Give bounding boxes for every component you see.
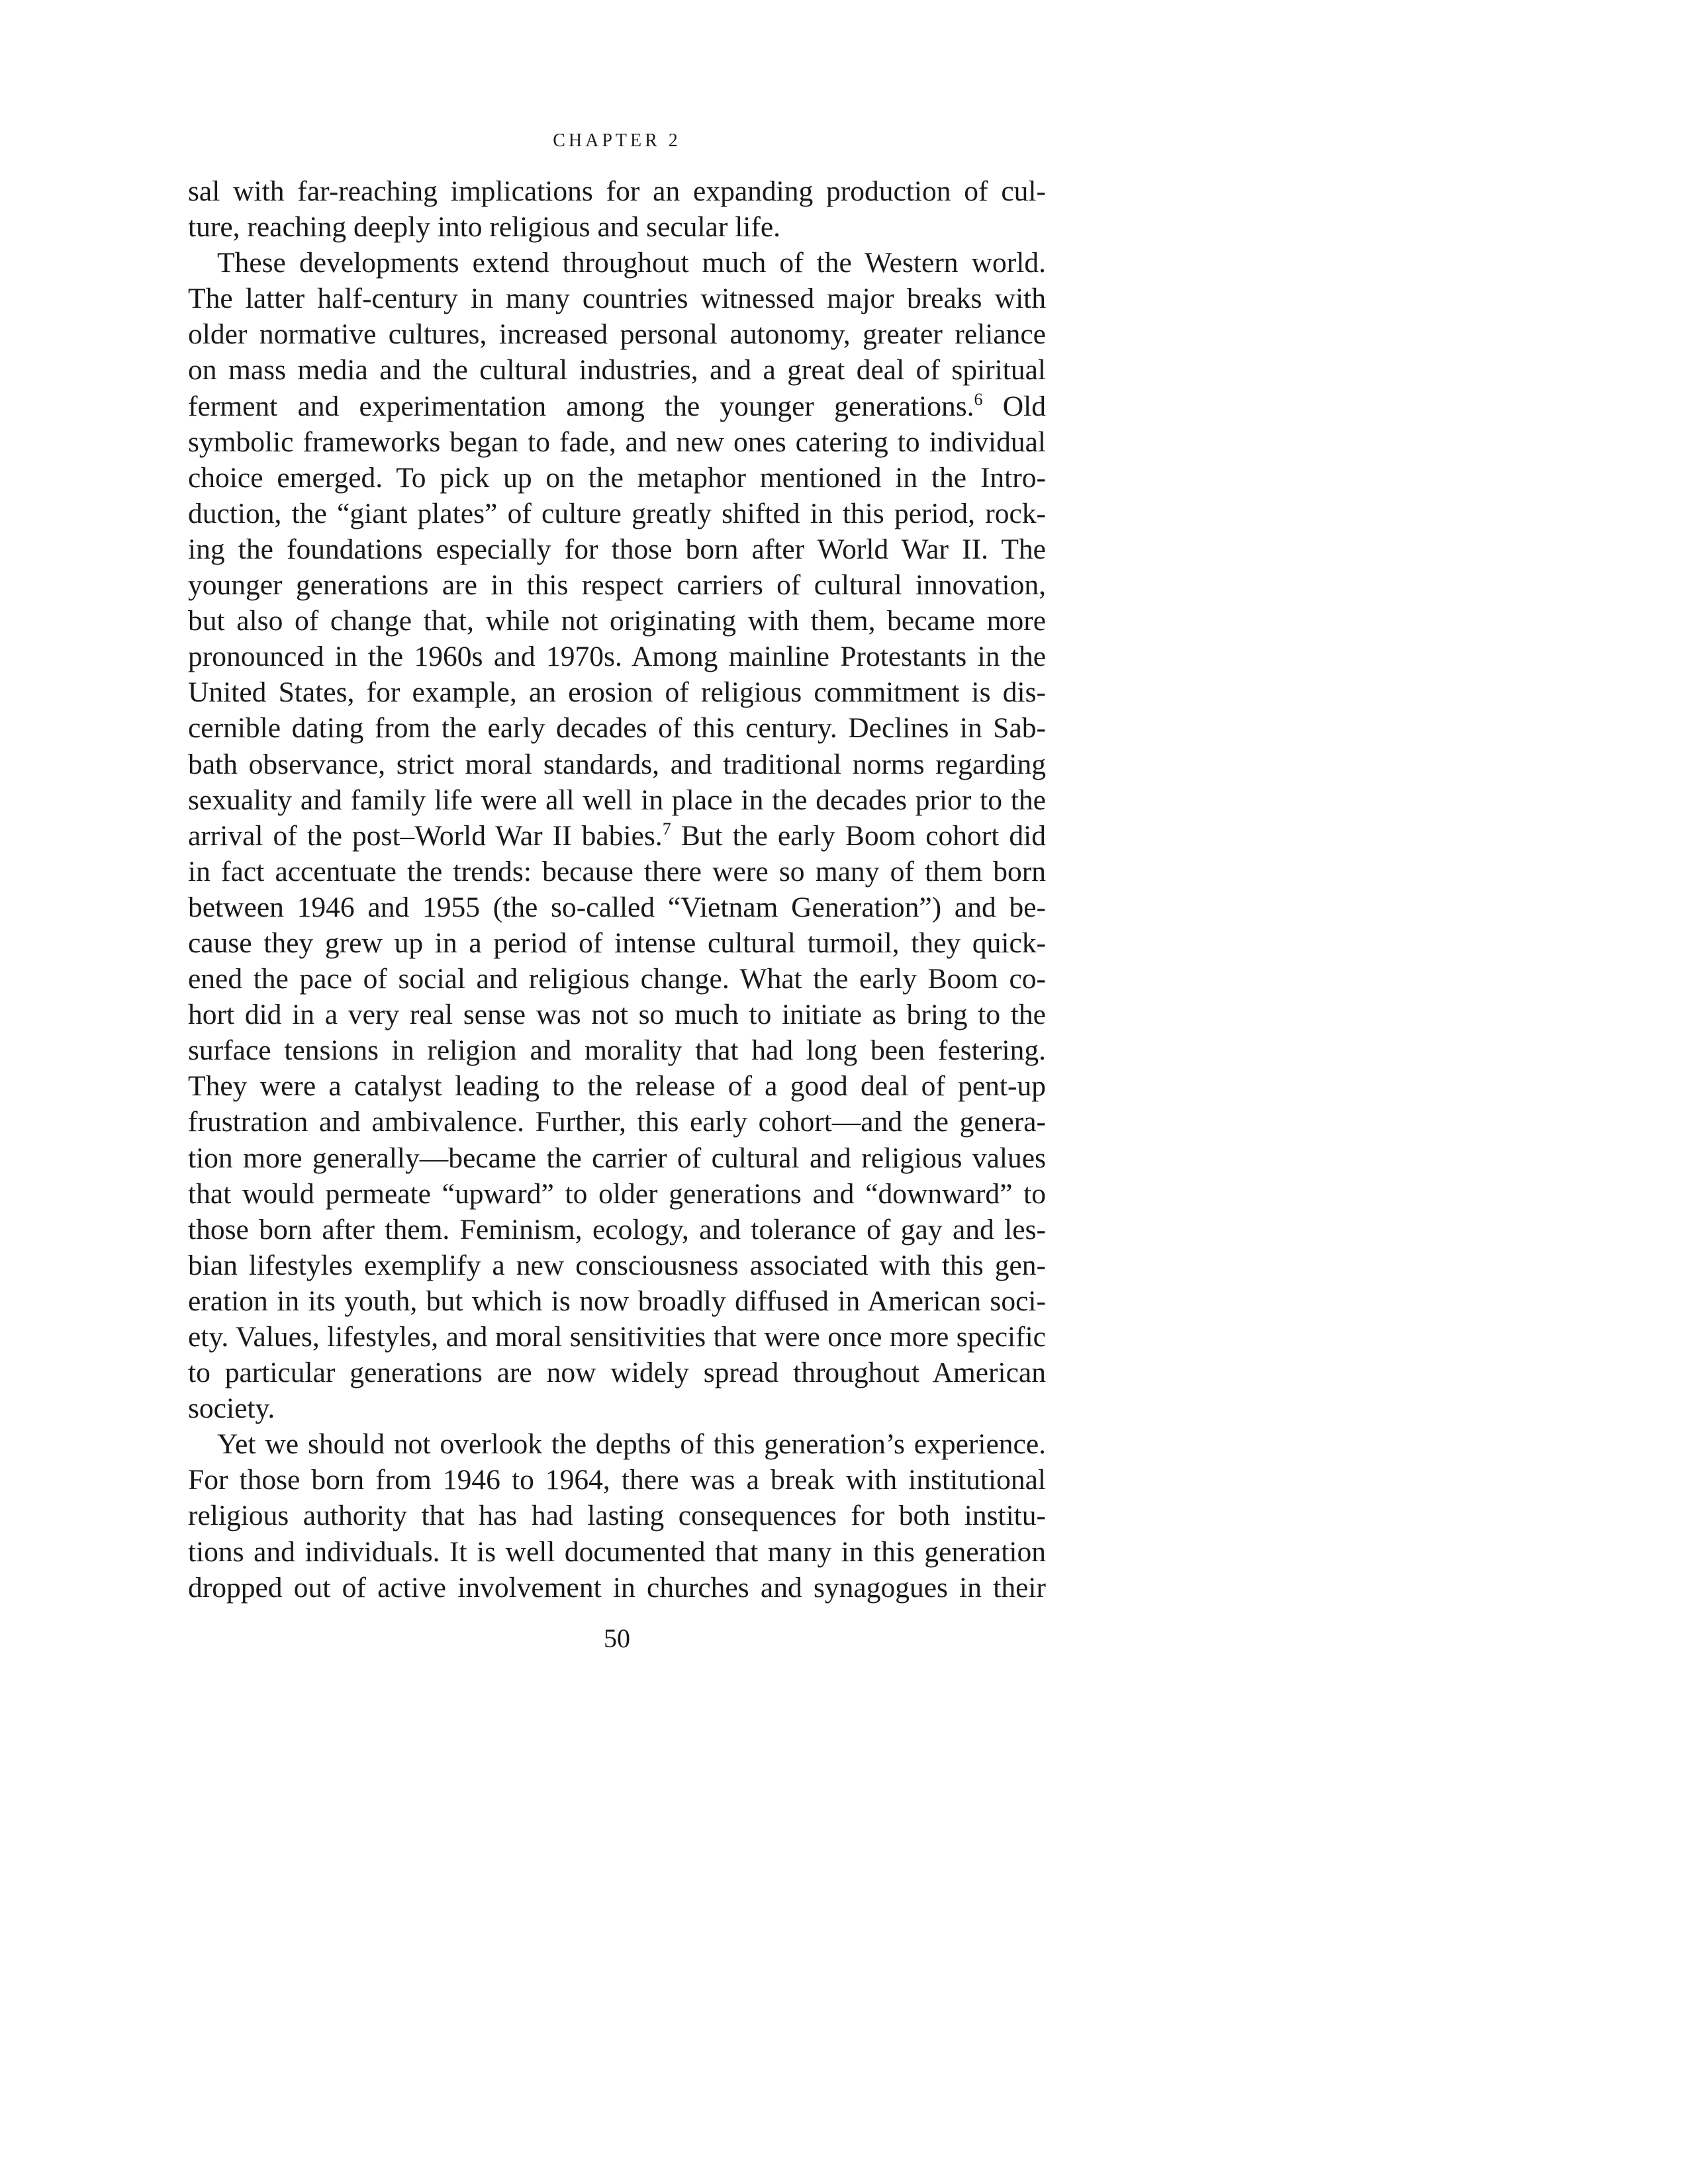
text-segment: ferment and experimentation among the younger generations. bbox=[188, 390, 974, 422]
text-line: older normative cultures, increased personal autonomy, greater reliance bbox=[188, 318, 1046, 351]
text-line-with-footnote bbox=[188, 388, 1046, 424]
paragraph-2 bbox=[188, 245, 1046, 1426]
text-line: hort did in a very real sense was not so much to initiate as bring to the bbox=[188, 999, 1046, 1031]
text-line: ened the pace of social and religious change. What the early Boom co- bbox=[188, 963, 1046, 995]
text-line: bian lifestyles exemplify a new consciousness associated with this gen- bbox=[188, 1249, 1046, 1281]
text-line: For those born from 1946 to 1964, there was a break with institutional bbox=[188, 1464, 1046, 1496]
text-line: sexuality and family life were all well in place in the decades prior to the bbox=[188, 784, 1046, 816]
text-line: society. bbox=[188, 1392, 275, 1425]
text-line: frustration and ambivalence. Further, this early cohort—and the genera- bbox=[188, 1106, 1046, 1138]
paragraph-3 bbox=[188, 1426, 1046, 1605]
text-line: choice emerged. To pick up on the metaphor mentioned in the Intro- bbox=[188, 461, 1046, 494]
text-segment: arrival of the post–World War II babies. bbox=[188, 819, 663, 852]
text-line: cause they grew up in a period of intense cultural turmoil, they quick- bbox=[188, 927, 1046, 959]
text-line: that would permeate “upward” to older generations and “downward” to bbox=[188, 1177, 1046, 1210]
text-segment: Old bbox=[982, 390, 1047, 422]
text-line: those born after them. Feminism, ecology, and tolerance of gay and les- bbox=[188, 1213, 1046, 1246]
text-line: They were a catalyst leading to the release of a good deal of pent-up bbox=[188, 1070, 1046, 1103]
text-line: eration in its youth, but which is now broadly diffused in American soci- bbox=[188, 1285, 1046, 1317]
text-line: sal with far-reaching implications for an expanding production of cul- bbox=[188, 175, 1046, 207]
text-line: symbolic frameworks began to fade, and new ones catering to individual bbox=[188, 426, 1046, 458]
text-line: on mass media and the cultural industries, and a great deal of spiritual bbox=[188, 354, 1046, 387]
text-segment: But the early Boom cohort did bbox=[671, 819, 1047, 852]
text-line: United States, for example, an erosion of religious commitment is dis- bbox=[188, 676, 1046, 709]
footnote-ref[interactable]: 6 bbox=[974, 389, 983, 409]
body-text bbox=[188, 173, 1046, 1606]
footnote-ref[interactable]: 7 bbox=[662, 819, 671, 839]
text-line: ing the foundations especially for those born after World War II. The bbox=[188, 533, 1046, 565]
text-line: to particular generations are now widely spread throughout American bbox=[188, 1357, 1046, 1389]
paragraph-1 bbox=[188, 173, 1046, 245]
text-line: The latter half-century in many countries witnessed major breaks with bbox=[188, 283, 1046, 315]
text-line: between 1946 and 1955 (the so-called “Vietnam Generation”) and be- bbox=[188, 891, 1046, 923]
page-number: 50 bbox=[604, 1623, 630, 1653]
text-line: dropped out of active involvement in churches and synagogues in their bbox=[188, 1571, 1046, 1604]
text-line: but also of change that, while not originating with them, became more bbox=[188, 605, 1046, 637]
text-line: bath observance, strict moral standards, and traditional norms regarding bbox=[188, 748, 1046, 780]
text-line: religious authority that has had lasting consequences for both institu- bbox=[188, 1500, 1046, 1532]
text-line: ety. Values, lifestyles, and moral sensitivities that were once more specific bbox=[188, 1321, 1046, 1353]
text-line: in fact accentuate the trends: because there were so many of them born bbox=[188, 855, 1046, 887]
text-line: pronounced in the 1960s and 1970s. Among mainline Protestants in the bbox=[188, 641, 1046, 673]
text-line: tion more generally—became the carrier of cultural and religious values bbox=[188, 1142, 1046, 1174]
text-line: younger generations are in this respect carriers of cultural innovation, bbox=[188, 569, 1046, 602]
text-line: surface tensions in religion and morality that had long been festering. bbox=[188, 1034, 1046, 1067]
text-line: duction, the “giant plates” of culture greatly shifted in this period, rock- bbox=[188, 497, 1046, 529]
text-line: ture, reaching deeply into religious and secular life. bbox=[188, 211, 781, 244]
text-line: Yet we should not overlook the depths of this generation’s experience. bbox=[217, 1428, 1046, 1461]
running-head: CHAPTER 2 bbox=[553, 130, 681, 151]
text-line: tions and individuals. It is well documented that many in this generation bbox=[188, 1535, 1046, 1568]
text-line-with-footnote bbox=[188, 818, 1046, 854]
text-line: These developments extend throughout much of the Western world. bbox=[217, 247, 1046, 279]
text-line: cernible dating from the early decades of this century. Declines in Sab- bbox=[188, 712, 1046, 745]
